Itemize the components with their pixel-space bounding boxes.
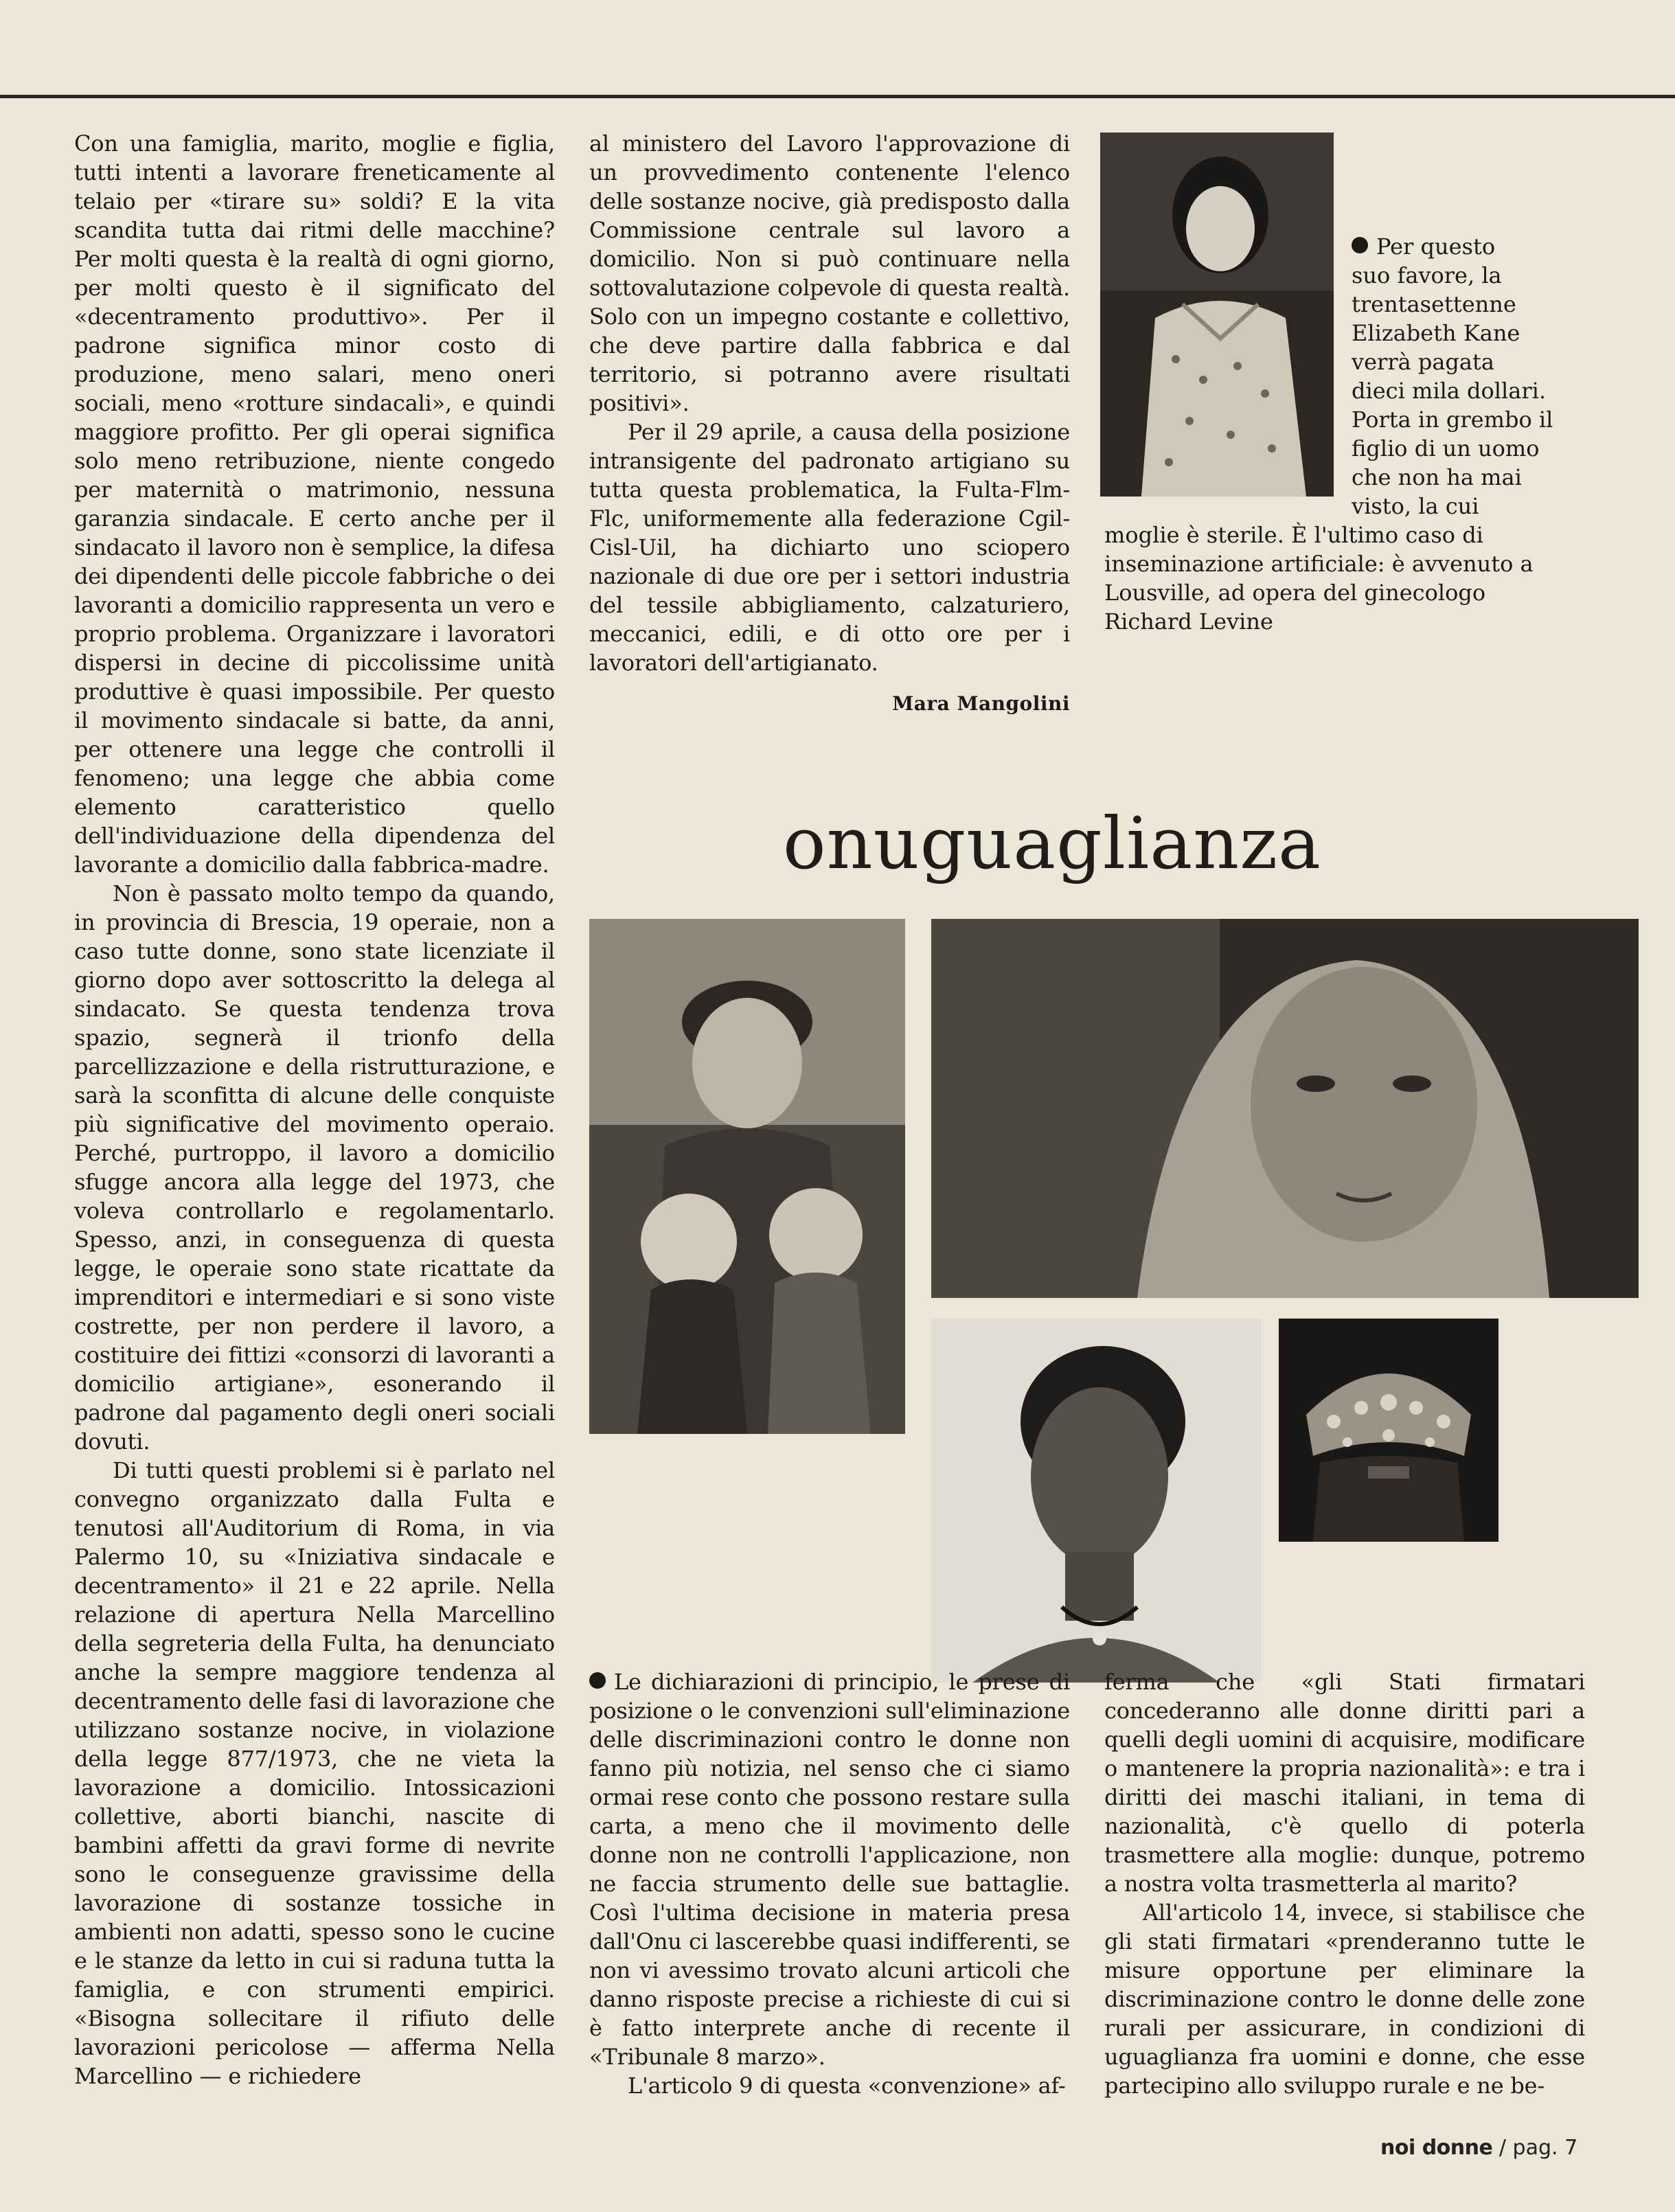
veiled-woman-photo: [1279, 1319, 1499, 1542]
top-rule: [0, 95, 1675, 98]
paragraph: Non è passato molto tempo da quando, in provincia di Brescia, 19 operaie, non a caso tutte donne, sono state licenziate il giorno dopo aver sottoscritto la delega al sindacato. Se questa tendenza trova spazio, segnerà il trionfo della parcellizzazione e della ristrutturazione, e sarà la sconfitta di alcune delle conquiste più significative del movimento operaio. Perché, purtroppo, il lavoro a domicilio sfugge ancora alla legge del 1973, che voleva controllarlo e regolamentarlo. Spesso, anzi, in conseguenza di questa legge, le operaie sono state ricattate da imprenditori e intermediari e si sono viste costrette, per non perdere il lavoro, a costituire dei fittizi «consorzi di lavoranti a domicilio artigiane», esonerando il padrone dal pagamento degli oneri sociali dovuti.: [74, 880, 555, 1455]
caption-line: moglie è sterile. È l'ultimo caso di: [1104, 522, 1483, 548]
caption-line: visto, la cui: [1352, 493, 1479, 519]
paragraph: Di tutti questi problemi si è parlato nel convegno organizzato dalla Fulta e tenutosi all'Auditorium di Roma, in via Palermo 10, su «Iniziativa sindacale e decentramento» il 21 e 22 aprile. Nella relazione di apertura Nella Marcellino della segreteria della Fulta, ha denunciato anche la sempre maggiore tendenza al decentramento delle fasi di lavorazione che utilizzano sostanze nocive, in violazione della legge 877/1973, che ne vieta la lavorazione a domicilio. Intossicazioni collettive, aborti bianchi, nascite di bambini affetti da gravi forme di nevrite sono le conseguenze gravissime della lavorazione di sostanze tossiche in ambienti non adatti, spesso sono le cucine e le stanze da letto in cui si raduna tutta la famiglia, e con strumenti empirici. «Bisogna sollecitare il rifiuto delle lavorazioni pericolose — afferma Nella Marcellino — e richiedere: [74, 1457, 555, 2089]
caption-line: Per questo: [1104, 232, 1544, 261]
onu-article-column-1: [589, 1667, 1070, 2100]
photo-caption: [1104, 232, 1553, 636]
mother-children-illustration: [589, 919, 905, 1434]
byline: Mara Mangolini: [892, 692, 1070, 715]
african-girl-illustration: [931, 1319, 1261, 1683]
left-column: [74, 129, 555, 2090]
paragraph: Le dichiarazioni di principio, le prese di posizione o le convenzioni sull'eliminazione delle discriminazioni contro le donne non fanno più notizia, nel senso che ci siamo ormai rese conto che possono restare sulla carta, a meno che il movimento delle donne non ne controlli l'applicazione, non ne faccia strumento delle sue battaglie. Così l'ultima decisione in materia presa dall'Onu ci lascerebbe quasi indifferenti, se non vi avessimo trovato alcuni articoli che danno risposte precise a richieste di cui si è fatto interprete anche di recente il «Tribunale 8 marzo».: [589, 1669, 1070, 2070]
bullet-icon: [1352, 237, 1368, 253]
young-woman-illustration: [931, 919, 1639, 1298]
caption-line: che non ha mai: [1352, 464, 1522, 490]
veiled-woman-illustration: [1279, 1319, 1499, 1542]
page-folio: [1380, 2136, 1577, 2160]
caption-line: verrà pagata: [1352, 349, 1494, 375]
paragraph: L'articolo 9 di questa «convenzione» af-: [628, 2073, 1066, 2099]
caption-line: figlio di un uomo: [1352, 435, 1540, 461]
bullet-icon: [589, 1672, 606, 1689]
paragraph: al ministero del Lavoro l'approvazione di un provvedimento contenente l'elenco delle sostanze nocive, già predisposto dalla Commissione centrale sul lavoro a domicilio. Non si può continuare nella sottovalutazione colpevole di questa realtà. Solo con un impegno costante e collettivo, che deve partire dalla fabbrica e dal territorio, si potranno avere risultati positivi».: [589, 130, 1070, 416]
paragraph: Per il 29 aprile, a causa della posizione intransigente del padronato artigiano su tutta questa problematica, la Fulta-Flm-Flc, uniformemente alla federazione Cgil-Cisl-Uil, ha dichiarto uno sciopero nazionale di due ore per i settori industria del tessile abbigliamento, calzaturiero, meccanici, edili, e di otto ore per i lavoratori dell'artigianato.: [589, 419, 1070, 676]
caption-line: inseminazione artificiale: è avvenuto a: [1104, 551, 1534, 577]
page-number: pag. 7: [1512, 2136, 1578, 2160]
magazine-name: noi donne: [1380, 2136, 1493, 2160]
folio-separator: /: [1499, 2136, 1506, 2160]
african-girl-photo: [931, 1319, 1261, 1683]
caption-line: suo favore, la: [1352, 262, 1502, 288]
caption-line: Elizabeth Kane: [1352, 320, 1520, 346]
caption-line: dieci mila dollari.: [1352, 378, 1547, 404]
caption-line: trentasettenne: [1352, 291, 1516, 317]
headline: onuguaglianza: [783, 801, 1322, 885]
young-woman-photo: [931, 919, 1639, 1298]
middle-column: [589, 129, 1070, 718]
onu-article-column-2: [1104, 1667, 1585, 2100]
caption-line: Richard Levine: [1104, 608, 1273, 635]
mother-children-photo: [589, 919, 905, 1434]
paragraph: All'articolo 14, invece, si stabilisce che gli stati firmatari «prenderanno tutte le misure opportune per eliminare la discriminazione contro le donne delle zone rurali per assicurare, in condizioni di uguaglianza fra uomini e donne, che esse partecipino allo sviluppo rurale e ne be-: [1104, 1900, 1585, 2099]
paragraph: ferma che «gli Stati firmatari concederanno alle donne diritti pari a quelli degli uomini di acquisire, modificare o mantenere la propria nazionalità»: e tra i diritti dei maschi italiani, in tema di nazionalità, c'è quello di poterla trasmettere alla moglie: dunque, potremo a nostra volta trasmetterla al marito?: [1104, 1669, 1585, 1897]
caption-line: Lousville, ad opera del ginecologo: [1104, 580, 1486, 606]
caption-line: Porta in grembo il: [1352, 407, 1553, 433]
paragraph: Con una famiglia, marito, moglie e figlia, tutti intenti a lavorare freneticamente al telaio per «tirare su» soldi? E la vita scandita tutta dai ritmi delle macchine? Per molti questa è la realtà di ogni giorno, per molti questo è il significato del «decentramento produttivo». Per il padrone significa minor costo di produzione, meno salari, meno oneri sociali, meno «rotture sindacali», e quindi maggiore profitto. Per gli operai significa solo meno retribuzione, niente congedo per maternità o matrimonio, nessuna garanzia sindacale. E certo anche per il sindacato il lavoro non è semplice, la difesa dei dipendenti delle piccole fabbriche o dei lavoranti a domicilio rappresenta un vero e proprio problema. Organizzare i lavoratori dispersi in decine di piccolissime unità produttive è quasi impossibile. Per questo il movimento sindacale si batte, da anni, per ottenere una legge che controlli il fenomeno; una legge che abbia come elemento caratteristico quello dell'individuazione della dipendenza del lavorante a domicilio dalla fabbrica-madre.: [74, 130, 555, 878]
